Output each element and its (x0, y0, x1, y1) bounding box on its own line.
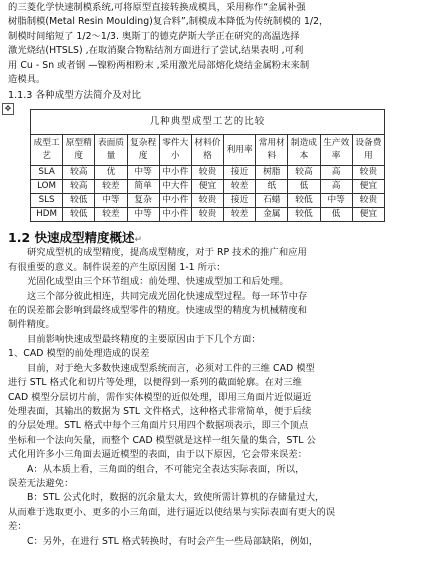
table-cell[interactable]: 低 (288, 180, 320, 194)
text-line: 式化用许多小三角面去逼近模型的表面，由于以下原因，它会带来误差： (8, 449, 308, 461)
table-cell[interactable]: SLA (31, 166, 63, 180)
table-cell[interactable]: 较贵 (191, 208, 223, 222)
table-cell[interactable]: 较差 (224, 180, 256, 194)
text-line: 研究成型机的成型精度，提高成型精度，对于 RP 技术的推广和应用 (27, 247, 307, 259)
table-cell[interactable]: 便宜 (191, 180, 223, 194)
table-row (31, 180, 385, 194)
table-row (31, 208, 385, 222)
table-header-cell[interactable]: 设备费用 (352, 135, 384, 166)
comparison-table-block (4, 104, 385, 222)
text-line: 有很重要的意义。制件误差的产生原因图 1-1 所示： (8, 261, 226, 273)
table-cell[interactable]: 树脂 (256, 166, 288, 180)
text-line: 目前影响快速成型最终精度的主要原因由于下几个方面： (27, 333, 261, 345)
table-cell[interactable]: SLS (31, 194, 63, 208)
text-line: CAD 模型分层切片前，需作实体模型的近似处理，即用三角面片近似逼近 (8, 391, 312, 403)
text-line: 制件精度。 (8, 319, 55, 331)
table-cell[interactable]: 石蜡 (256, 194, 288, 208)
table-cell[interactable]: 较低 (288, 208, 320, 222)
table-cell[interactable]: 复杂 (127, 194, 159, 208)
comparison-table (30, 134, 385, 222)
text-line: B：STL 公式化时，数据的沉余量太大，致使所需计算机的存储量过大， (27, 492, 325, 504)
table-cell[interactable]: 中等 (127, 208, 159, 222)
table-cell[interactable]: 较差 (95, 180, 127, 194)
text-line: 误差无法避免： (8, 477, 74, 489)
table-move-handle-icon[interactable]: ✥ (2, 103, 14, 115)
table-cell[interactable]: HDM (31, 208, 63, 222)
table-cell[interactable]: 便宜 (352, 208, 384, 222)
table-cell[interactable]: 中小件 (159, 208, 191, 222)
text-line: 树脂制模(Metal Resin Moulding)复合料”,制模成本降低为传统制模的 1/2， (8, 16, 329, 28)
table-row (31, 166, 385, 180)
table-cell[interactable]: 中小件 (159, 166, 191, 180)
text-line: A：从本质上看，三角面的组合，不可能完全表达实际表面，所以， (27, 463, 305, 475)
text-line: 处理表面，其输出的数据为 STL 文件格式，这种格式非常简单，便于后续 (8, 405, 312, 417)
text-line: C：另外，在进行 STL 格式转换时，有时会产生一些局部缺陷，例如， (27, 535, 319, 547)
text-line: 1、CAD 模型的前处理造成的误差 (8, 348, 150, 360)
text-line: 这三个部分彼此相连，共同完成光固化快速成型过程。每一环节中存 (27, 290, 308, 302)
table-cell[interactable]: 较贵 (352, 194, 384, 208)
table-cell[interactable]: 较高 (63, 166, 95, 180)
table-cell[interactable]: LOM (31, 180, 63, 194)
table-cell[interactable]: 较高 (63, 180, 95, 194)
table-cell[interactable]: 较高 (288, 166, 320, 180)
table-cell[interactable]: 中等 (127, 166, 159, 180)
table-header-row (31, 135, 385, 166)
table-cell[interactable]: 中等 (95, 194, 127, 208)
text-line: 目前，对于绝大多数快速成型系统而言，必须对工件的三维 CAD 模型 (27, 362, 315, 374)
text-line: 差： (8, 521, 27, 533)
table-cell[interactable]: 金属 (256, 208, 288, 222)
table-header-cell[interactable]: 利用率 (224, 135, 256, 166)
table-cell[interactable]: 接近 (224, 166, 256, 180)
table-header-cell[interactable]: 生产效率 (320, 135, 352, 166)
text-line: 制模时间缩短了 1/2～1/3. 奥斯丁的德克萨斯大学正在研究的高温选择 (8, 30, 300, 42)
chapter-heading-text: 1.2 快速成型精度概述 (8, 230, 135, 246)
table-cell[interactable]: 较低 (63, 194, 95, 208)
text-line: 进行 STL 格式化和切片等处理，以便得到一系列的截面轮廓。在对三维 (8, 377, 302, 389)
text-line: 从而难于选取更小、更多的小三角面，进行逼近以使结果与实际表面有更大的误 (8, 506, 336, 518)
table-header-cell[interactable]: 零件大小 (159, 135, 191, 166)
table-header-cell[interactable]: 原型精度 (63, 135, 95, 166)
text-line: 造模具。 (8, 74, 46, 86)
table-cell[interactable]: 较贵 (352, 166, 384, 180)
table-cell[interactable]: 高 (320, 166, 352, 180)
table-cell[interactable]: 便宜 (352, 180, 384, 194)
table-cell[interactable]: 较低 (63, 208, 95, 222)
table-cell[interactable]: 高 (320, 180, 352, 194)
text-line: 激光烧结(HTSLS) ,在取消聚合物粘结剂方面进行了尝试,结果表明 ,可利 (8, 45, 304, 57)
table-header-cell[interactable]: 成型工艺 (31, 135, 63, 166)
table-cell[interactable]: 优 (95, 166, 127, 180)
text-line: 在的误差都会影响到最终成型零件的精度。快速成型的精度为机械精度和 (8, 305, 308, 317)
intro-paragraph (0, 0, 429, 87)
table-cell[interactable]: 中小件 (159, 194, 191, 208)
table-cell[interactable]: 较差 (224, 208, 256, 222)
table-caption: 几种典型成型工艺的比较 (30, 109, 385, 134)
table-cell[interactable]: 接近 (224, 194, 256, 208)
text-line: 的分层处理。STL 格式中每个三角面片只用四个数据项表示，即三个顶点 (8, 420, 309, 432)
table-cell[interactable]: 较低 (288, 194, 320, 208)
table-header-cell[interactable]: 制造成本 (288, 135, 320, 166)
table-cell[interactable]: 中大件 (159, 180, 191, 194)
table-cell[interactable]: 纸 (256, 180, 288, 194)
table-cell[interactable]: 中等 (320, 194, 352, 208)
text-line: 坐标和一个法向矢量，而整个 CAD 模型就是这样一组矢量的集合，STL 公 (8, 434, 316, 446)
section-heading: 1.1.3 各种成型方法简介及对比 (8, 90, 141, 102)
table-header-cell[interactable]: 材料价格 (191, 135, 223, 166)
table-header-cell[interactable]: 复杂程度 (127, 135, 159, 166)
body-text (0, 246, 429, 549)
text-line: 光固化成型由三个环节组成：前处理、快速成型加工和后处理。 (27, 276, 289, 288)
chapter-heading (0, 229, 429, 246)
table-cell[interactable]: 较差 (95, 208, 127, 222)
table-cell[interactable]: 较贵 (191, 166, 223, 180)
table-cell[interactable]: 较贵 (191, 194, 223, 208)
table-cell[interactable]: 低 (320, 208, 352, 222)
table-header-cell[interactable]: 表面质量 (95, 135, 127, 166)
table-header-cell[interactable]: 常用材料 (256, 135, 288, 166)
text-line: 的三菱化学快速制模系统,可将原型直接转换成模具，采用称作“金属补强 (8, 2, 306, 13)
table-cell[interactable]: 简单 (127, 180, 159, 194)
paragraph-mark-icon: ↵ (134, 235, 143, 246)
text-line: 用 Cu - Sn 或者钢 —镍粉两相粉末 ,采用激光局部熔化烧结金属粉末来制 (8, 59, 310, 71)
table-row (31, 194, 385, 208)
